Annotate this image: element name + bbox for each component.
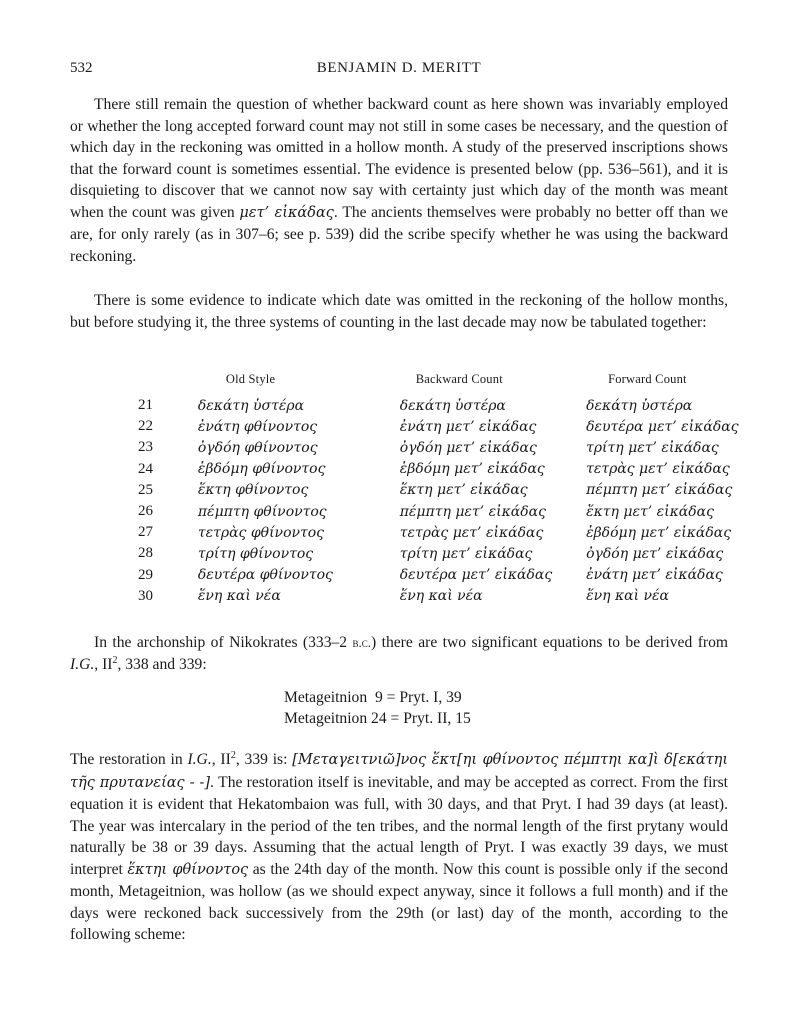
- backward-count-cell: ἕκτη μετ’ εἰκάδας: [399, 482, 528, 499]
- table-row: [128, 437, 801, 458]
- superscript: 2: [112, 654, 118, 666]
- table-header-forward: Forward Count: [608, 372, 687, 386]
- superscript: 2: [230, 749, 236, 761]
- forward-count-cell: ἕκτη μετ’ εἰκάδας: [586, 503, 714, 520]
- day-number: 29: [138, 566, 153, 583]
- table-row: [128, 543, 801, 564]
- forward-count-cell: τετρὰς μετ’ εἰκάδας: [586, 461, 730, 478]
- forward-count-cell: ἐνάτη μετ’ εἰκάδας: [586, 567, 723, 584]
- forward-count-cell: τρίτη μετ’ εἰκάδας: [586, 439, 719, 456]
- greek-phrase: μετ’ εἰκάδας: [239, 204, 334, 221]
- day-number: 26: [138, 503, 153, 520]
- old-style-cell: δευτέρα φθίνοντος: [197, 567, 333, 584]
- table-row: [128, 501, 801, 522]
- page-number: 532: [70, 60, 93, 76]
- paragraph-4-text-a: The restoration in: [70, 751, 188, 768]
- day-number: 22: [138, 418, 153, 435]
- paragraph-2: [70, 290, 728, 333]
- old-style-cell: τετρὰς φθίνοντος: [197, 524, 325, 541]
- day-number: 24: [138, 460, 153, 477]
- day-number: 21: [138, 397, 153, 414]
- table-row: [128, 459, 801, 480]
- forward-count-cell: δευτέρα μετ’ εἰκάδας: [586, 418, 739, 435]
- era-abbrev: b.c.: [352, 635, 372, 650]
- counting-systems-table: [128, 372, 801, 607]
- table-row: [128, 565, 801, 586]
- equation-1: Metageitnion 9 = Pryt. I, 39: [284, 689, 462, 706]
- paragraph-4-text-d: . The restoration itself is inevitable, and may be accepted as correct. From the first equation it is evident that Hekatombaion was full, with 30 days, and that Pryt. I had 39 days (at least). The year was intercalary in the period of the ten tribes, and the normal length of the first prytany would naturally be 38 or 39 days. Assuming that the actual length of Pryt. I was exactly 39 days, we must interpret: [70, 773, 728, 878]
- table-header-row: [128, 372, 801, 395]
- equations: [284, 687, 471, 729]
- ig-citation: I.G.: [70, 655, 95, 673]
- paragraph-3-text-c: , II: [94, 655, 113, 673]
- paragraph-3-text-a: In the archonship of Nikokrates (333–2: [94, 634, 353, 651]
- backward-count-cell: ἑβδόμη μετ’ εἰκάδας: [399, 461, 545, 478]
- backward-count-cell: πέμπτη μετ’ εἰκάδας: [399, 503, 546, 520]
- day-number: 25: [138, 481, 153, 498]
- old-style-cell: ἑβδόμη φθίνοντος: [197, 461, 326, 478]
- day-number: 30: [138, 587, 153, 604]
- old-style-cell: πέμπτη φθίνοντος: [197, 503, 327, 520]
- paragraph-4: [70, 749, 728, 946]
- backward-count-cell: ἕνη καὶ νέα: [399, 588, 483, 605]
- day-number: 28: [138, 545, 153, 562]
- ig-citation: I.G.: [187, 751, 212, 768]
- old-style-cell: τρίτη φθίνοντος: [197, 545, 314, 562]
- running-title: BENJAMIN D. MERITT: [316, 60, 482, 76]
- old-style-cell: ἕκτη φθίνοντος: [197, 482, 309, 499]
- old-style-cell: δεκάτη ὑστέρα: [197, 397, 305, 414]
- old-style-cell: ὀγδόη φθίνοντος: [197, 439, 318, 456]
- paragraph-1-text-a: There still remain the question of whether backward count as here shown was invariably employed or whether the long accepted forward count may not still in some cases be necessary, and the question of which day in the reckoning was omitted in a hollow month. A study of the preserved inscriptions shows that the forward count is sometimes essential. The evidence is presented below (pp. 536–561), and it is disquieting to discover that we cannot now say with certainty just which day of the month was meant when the count was given: [70, 96, 728, 221]
- table-header-old-style: Old Style: [225, 372, 276, 386]
- page-header: [70, 60, 728, 82]
- forward-count-cell: ὀγδόη μετ’ εἰκάδας: [586, 545, 724, 562]
- greek-phrase: ἕκτηι φθίνοντος: [127, 861, 249, 878]
- table-row: [128, 395, 801, 416]
- paragraph-4-text-b: , II: [211, 751, 231, 768]
- forward-count-cell: ἕνη καὶ νέα: [586, 588, 669, 605]
- forward-count-cell: δεκάτη ὑστέρα: [586, 397, 693, 414]
- old-style-cell: ἕνη καὶ νέα: [197, 588, 281, 605]
- backward-count-cell: δευτέρα μετ’ εἰκάδας: [399, 567, 553, 584]
- table-row: [128, 586, 801, 607]
- backward-count-cell: τετρὰς μετ’ εἰκάδας: [399, 524, 544, 541]
- paragraph-3: [70, 632, 728, 675]
- table-header-backward: Backward Count: [415, 372, 503, 386]
- backward-count-cell: ἐνάτη μετ’ εἰκάδας: [399, 418, 537, 435]
- table-row: [128, 416, 801, 437]
- equation-2: Metageitnion 24 = Pryt. II, 15: [284, 710, 471, 727]
- day-number: 27: [138, 524, 153, 541]
- table-header-day: [128, 372, 198, 395]
- paragraph-1-text-b: . The ancients themselves were probably no better off than we are, for only rarely (as in 307–6; see p. 539) did the scribe specify whether he was using the backward reckoning.: [70, 203, 728, 265]
- backward-count-cell: τρίτη μετ’ εἰκάδας: [399, 545, 533, 562]
- paragraph-3-text-d: , 338 and 339:: [117, 655, 207, 673]
- table-row: [128, 480, 801, 501]
- paragraph-3-text-b: ) there are two significant equations to be derived from: [371, 634, 728, 651]
- paragraph-4-text-c: , 339 is:: [235, 751, 293, 768]
- paragraph-1: [70, 94, 728, 267]
- backward-count-cell: δεκάτη ὑστέρα: [399, 397, 506, 414]
- forward-count-cell: ἑβδόμη μετ’ εἰκάδας: [586, 524, 732, 541]
- backward-count-cell: ὀγδόη μετ’ εἰκάδας: [399, 439, 537, 456]
- forward-count-cell: πέμπτη μετ’ εἰκάδας: [586, 482, 733, 499]
- table-row: [128, 522, 801, 543]
- paragraph-4-text-e: as the 24th day of the month. Now this count is possible only if the second month, Metageitnion, was hollow (as we should expect anyway, since it follows a full month) and if the days were reckoned back successively from the 29th (or last) day of the month, according to the following scheme:: [70, 860, 729, 943]
- paragraph-2-text: There is some evidence to indicate which date was omitted in the reckoning of the hollow months, but before studying it, the three systems of counting in the last decade may now be tabulated together:: [70, 292, 728, 331]
- old-style-cell: ἐνάτη φθίνοντος: [197, 418, 318, 435]
- greek-restoration: [Μεταγειτνιῶ]νος ἕκτ[ηι φθίνοντος πέμπτηι κα]ὶ δ[εκάτηι τῆς πρυτανείας - -]: [70, 752, 729, 791]
- day-number: 23: [138, 439, 153, 456]
